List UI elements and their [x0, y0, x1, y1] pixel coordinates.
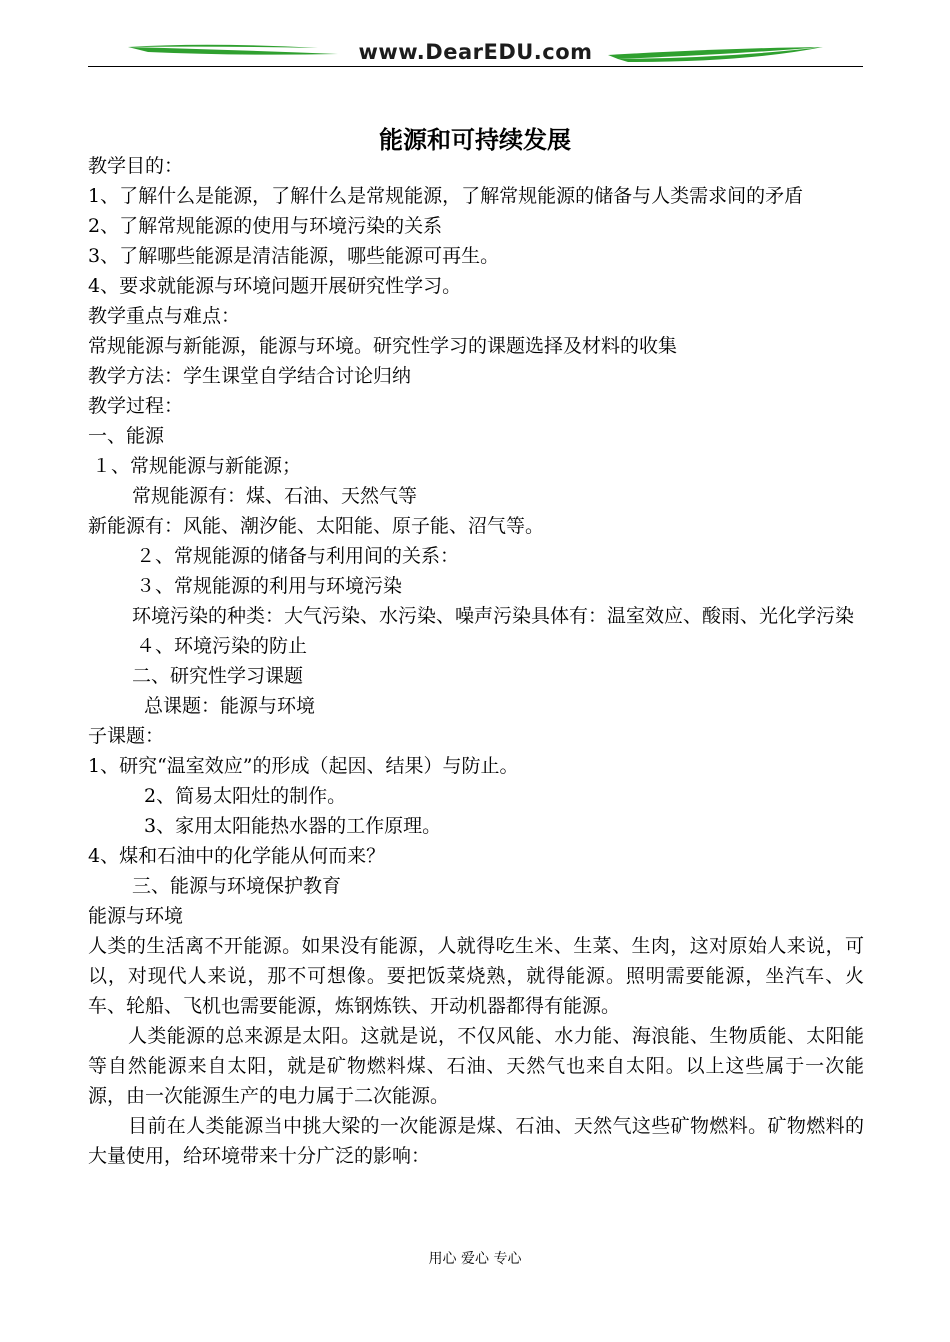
paragraph: 二、研究性学习课题: [132, 665, 304, 687]
paragraph: 三、能源与环境保护教育: [132, 875, 342, 897]
paragraph: 3、家用太阳能热水器的工作原理。: [144, 815, 442, 837]
header-rule: [88, 66, 863, 67]
paragraph: 4、煤和石油中的化学能从何而来？: [88, 845, 386, 867]
paragraph: 教学过程：: [88, 395, 184, 417]
site-brand: www.DearEDU.com: [358, 40, 593, 64]
document-body: [88, 151, 864, 1171]
paragraph: 能源与环境: [88, 905, 184, 927]
paragraph: 1、了解什么是能源，了解什么是常规能源，了解常规能源的储备与人类需求间的矛盾: [88, 185, 804, 207]
paragraph: 常规能源有：煤、石油、天然气等: [132, 485, 418, 507]
paragraph: 3、了解哪些能源是清洁能源，哪些能源可再生。: [88, 245, 500, 267]
paragraph: 子课题：: [88, 725, 165, 747]
paragraph: 2、简易太阳灶的制作。: [144, 785, 347, 807]
paragraph: 环境污染的种类：大气污染、水污染、噪声污染具体有：温室效应、酸雨、光化学污染: [132, 605, 855, 627]
paragraph: 一、能源: [88, 425, 165, 447]
paragraph: 4、要求就能源与环境问题开展研究性学习。: [88, 275, 462, 297]
paragraph: 教学重点与难点：: [88, 305, 241, 327]
paragraph: 1、研究“温室效应”的形成（起因、结果）与防止。: [88, 755, 519, 777]
paragraph: 教学方法：学生课堂自学结合讨论归纳: [88, 365, 412, 387]
paragraph: 2、了解常规能源的使用与环境污染的关系: [88, 215, 443, 237]
paragraph: 总课题：能源与环境: [144, 695, 316, 717]
paragraph: 人类能源的总来源是太阳。这就是说，不仅风能、水力能、海浪能、生物质能、太阳能等自然能源来自太阳，就是矿物燃料煤、石油、天然气也来自太阳。以上这些属于一次能源，由一次能源生产的电力属于二次能源。: [88, 1025, 864, 1107]
document-title: 能源和可持续发展: [379, 126, 571, 154]
paragraph: 目前在人类能源当中挑大梁的一次能源是煤、石油、天然气这些矿物燃料。矿物燃料的大量使用，给环境带来十分广泛的影响：: [88, 1115, 864, 1167]
paragraph: 人类的生活离不开能源。如果没有能源，人就得吃生米、生菜、生肉，这对原始人来说，可以，对现代人来说，那不可想像。要把饭菜烧熟，就得能源。照明需要能源，坐汽车、火车、轮船、飞机也需要能源，炼钢炼铁、开动机器都得有能源。: [88, 935, 864, 1017]
paragraph: 新能源有：风能、潮汐能、太阳能、原子能、沼气等。: [88, 515, 545, 537]
paragraph: ４、环境污染的防止: [136, 635, 308, 657]
paragraph: 教学目的：: [88, 155, 184, 177]
paragraph: 常规能源与新能源，能源与环境。研究性学习的课题选择及材料的收集: [88, 335, 678, 357]
paragraph: １、常规能源与新能源；: [92, 455, 302, 477]
page-footer: 用心 爱心 专心: [428, 1251, 522, 1267]
paragraph: ２、常规能源的储备与利用间的关系：: [136, 545, 460, 567]
paragraph: ３、常规能源的利用与环境污染: [136, 575, 403, 597]
